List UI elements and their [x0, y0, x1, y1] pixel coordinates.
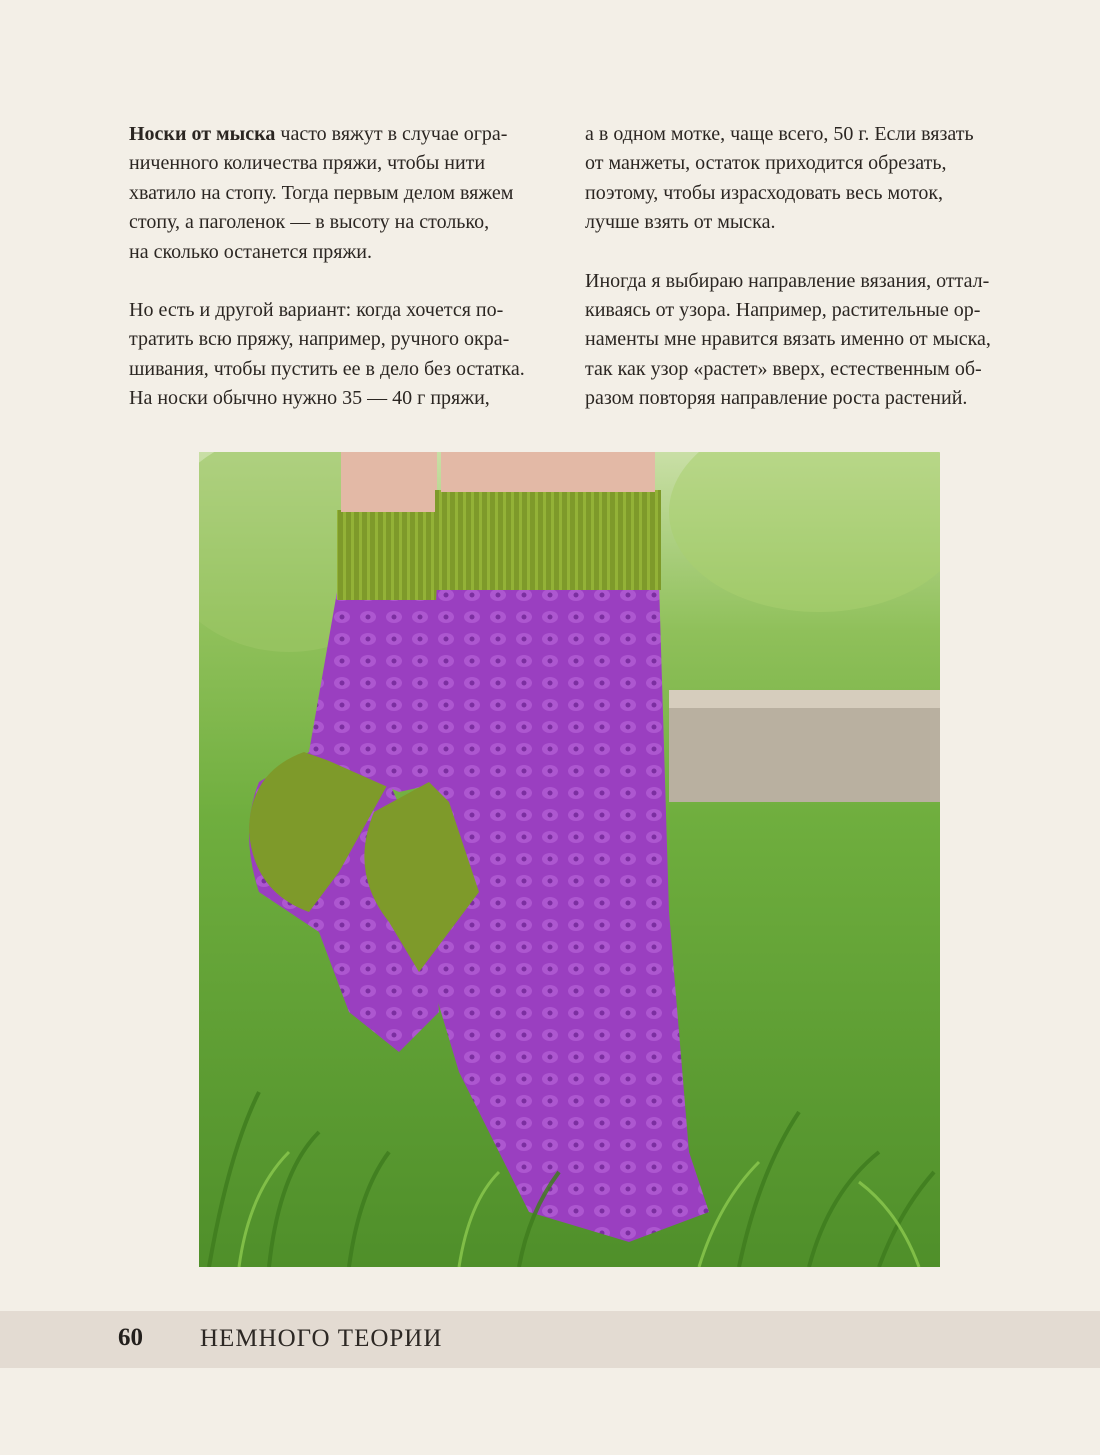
- text-line: так как узор «растет» вверх, естественным об-: [585, 357, 982, 380]
- text-line: шивания, чтобы пустить ее в дело без остатка.: [129, 357, 525, 380]
- page-footer: [0, 1311, 1100, 1368]
- text-line: ниченного количества пряжи, чтобы нити: [129, 152, 486, 175]
- left-text-column: [129, 120, 559, 414]
- text-line: лучше взять от мыска.: [585, 211, 776, 234]
- text-line: от манжеты, остаток приходится обрезать,: [585, 152, 947, 175]
- bold-lead-phrase: Носки от мыска: [129, 123, 276, 145]
- text-line: наменты мне нравится вязать именно от мыска,: [585, 328, 991, 351]
- socks-illustration: [199, 452, 940, 1267]
- text-line: киваясь от узора. Например, растительные ор-: [585, 299, 981, 322]
- front-sock-cuff: [435, 490, 661, 590]
- section-title: НЕМНОГО ТЕОРИИ: [200, 1325, 443, 1352]
- text-line: Иногда я выбираю направление вязания, оттал-: [585, 269, 990, 292]
- paragraph: [585, 120, 1017, 238]
- socks-photo: [199, 452, 940, 1267]
- right-text-column: [585, 120, 1017, 414]
- text-line: Но есть и другой вариант: когда хочется по-: [129, 299, 504, 322]
- back-leg-skin: [341, 452, 437, 512]
- text-line: хватило на стопу. Тогда первым делом вяжем: [129, 181, 514, 204]
- text-line: а в одном мотке, чаще всего, 50 г. Если вязать: [585, 123, 974, 145]
- tree-stump-top: [669, 690, 940, 708]
- page-number: 60: [118, 1324, 143, 1351]
- text-line: поэтому, чтобы израсходовать весь моток,: [585, 181, 944, 204]
- back-sock-cuff: [337, 510, 441, 600]
- text-line: стопу, а паголенок — в высоту на столько,: [129, 211, 490, 234]
- paragraph: [129, 296, 559, 414]
- paragraph: [129, 120, 559, 267]
- text-line: на сколько останется пряжи.: [129, 240, 372, 263]
- paragraph: [585, 267, 1017, 414]
- text-line: тратить всю пряжу, например, ручного окра-: [129, 328, 510, 351]
- text-line: На носки обычно нужно 35 — 40 г пряжи,: [129, 387, 490, 410]
- tree-stump: [669, 697, 940, 802]
- text-line: разом повторяя направление роста растений.: [585, 387, 968, 410]
- text-line: Носки от мыска часто вяжут в случае огра-: [129, 123, 508, 145]
- front-leg-skin: [441, 452, 655, 492]
